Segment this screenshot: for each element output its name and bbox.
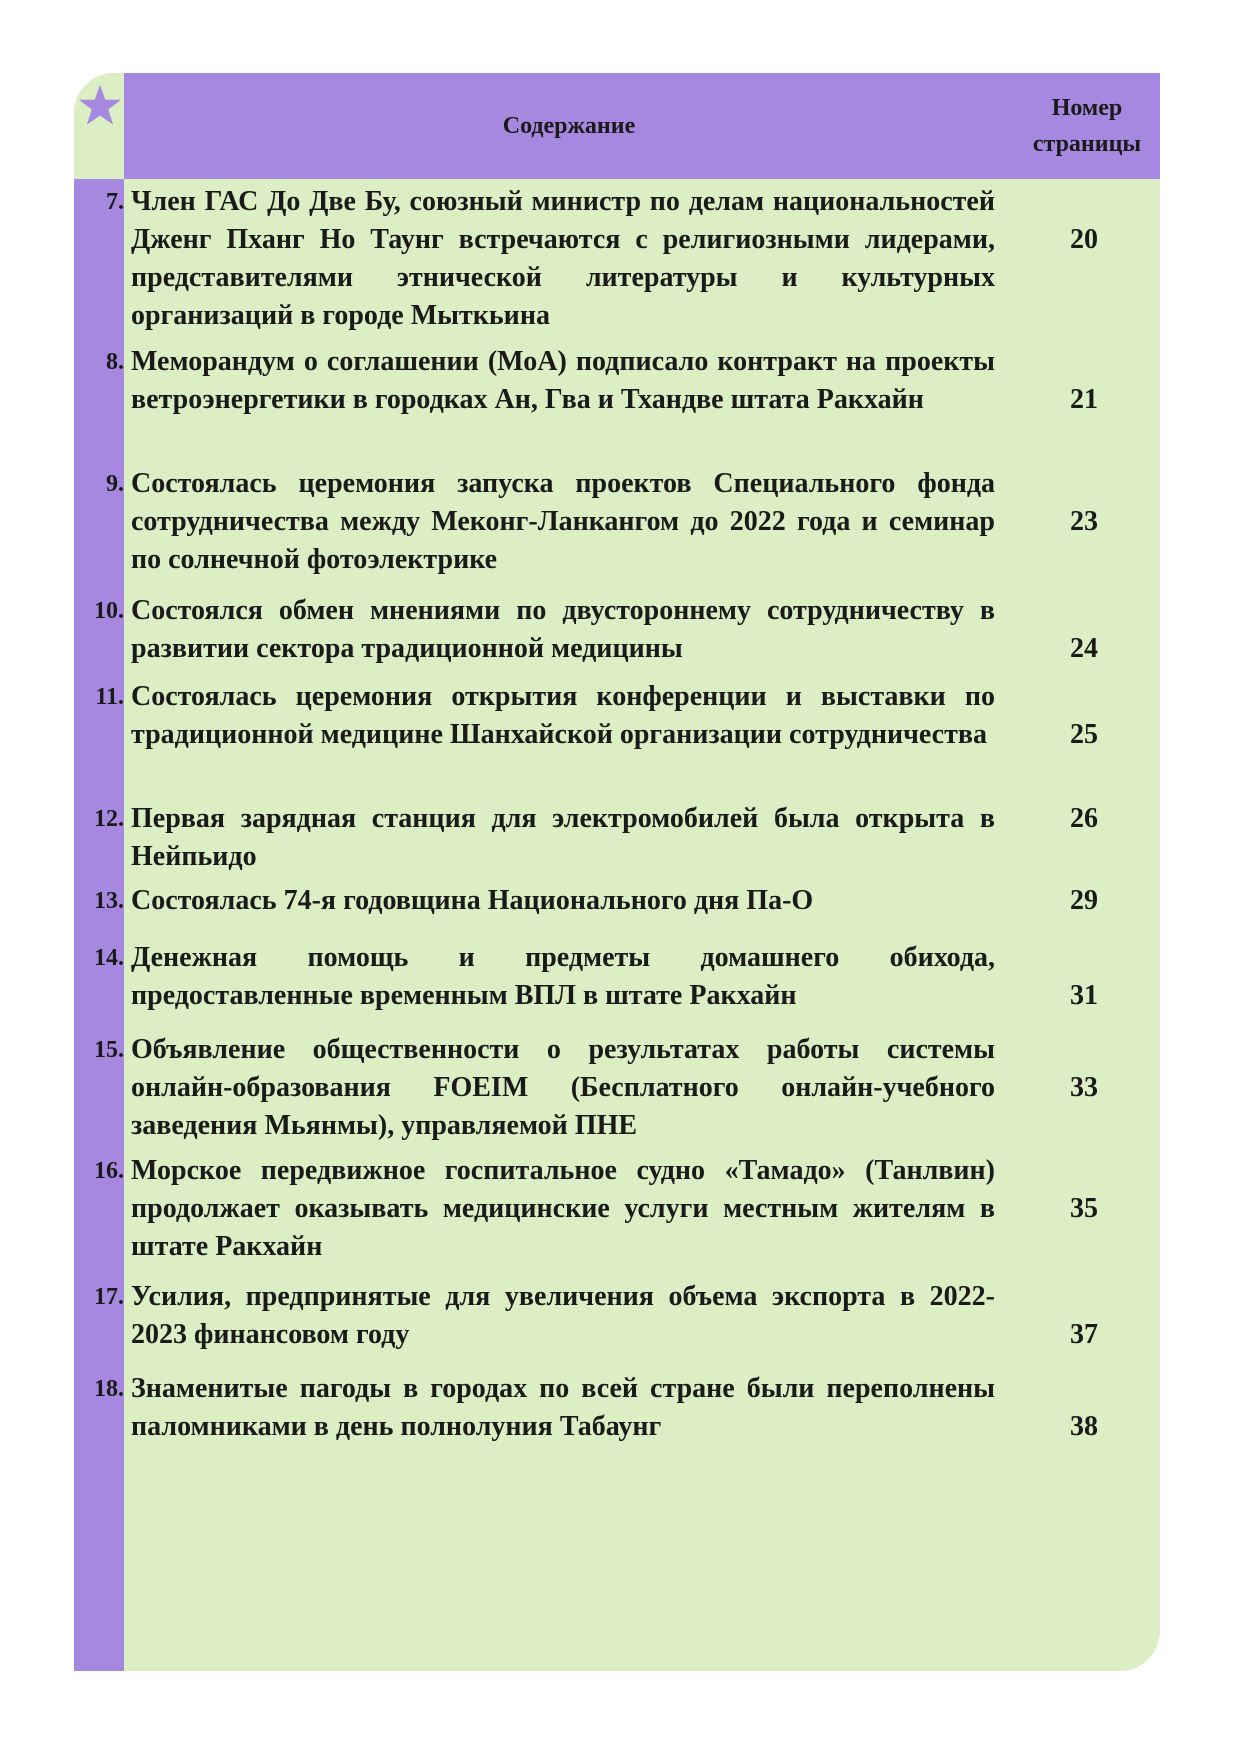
entry-title: Меморандум о соглашении (МоА) подписало контракт на проекты ветроэнергетики в городках Ан, Гва и Тхандве штата Ракхайн bbox=[131, 346, 995, 415]
entry-title: Усилия, предпринятые для увеличения объема экспорта в 2022-2023 финансовом году bbox=[131, 1281, 995, 1350]
entry-page: 26 bbox=[1070, 803, 1098, 834]
entry-title: Состоялся обмен мнениями по двустороннему сотрудничеству в развитии сектора традиционной медицины bbox=[131, 595, 995, 664]
contents-panel bbox=[74, 73, 1160, 1671]
entry-title: Состоялась 74-я годовщина Национального дня Па-О bbox=[131, 885, 814, 916]
contents-heading: Содержание bbox=[502, 112, 636, 139]
entry-number: 9. bbox=[106, 471, 124, 497]
entry-number: 11. bbox=[95, 684, 124, 710]
entry-page: 37 bbox=[1070, 1319, 1098, 1350]
entry-number: 8. bbox=[106, 349, 124, 375]
entry-page: 38 bbox=[1070, 1411, 1098, 1442]
entry-page: 25 bbox=[1070, 719, 1098, 750]
entry-page: 31 bbox=[1070, 980, 1098, 1011]
entry-number: 18. bbox=[94, 1376, 124, 1402]
entry-title: Первая зарядная станция для электромобилей была открыта в Нейпьидо bbox=[131, 803, 995, 872]
page-label-line1: Номер bbox=[1051, 95, 1123, 121]
entry-page: 33 bbox=[1070, 1072, 1098, 1103]
entry-title: Морское передвижное госпитальное судно «Тамадо» (Танлвин) продолжает оказывать медицинские услуги местным жителям в штате Ракхайн bbox=[131, 1155, 995, 1262]
entry-number: 16. bbox=[94, 1158, 124, 1184]
entry-page: 35 bbox=[1070, 1193, 1098, 1224]
toc-entries bbox=[74, 73, 1160, 1671]
entry-number: 14. bbox=[94, 945, 124, 971]
entry-number: 13. bbox=[94, 888, 124, 914]
entry-title: Член ГАС До Две Бу, союзный министр по делам национальностей Дженг Пханг Но Таунг встречаются с религиозными лидерами, представителями этнической литературы и культурных организаций в городе Мыткьина bbox=[131, 186, 995, 331]
entry-title: Состоялась церемония открытия конференции и выставки по традиционной медицине Шанхайской организации сотрудничества bbox=[131, 681, 995, 750]
entry-number: 15. bbox=[94, 1037, 124, 1063]
entry-title: Состоялась церемония запуска проектов Специального фонда сотрудничества между Меконг-Ланкангом до 2022 года и семинар по солнечной фотоэлектрике bbox=[131, 468, 995, 575]
entry-title: Знаменитые пагоды в городах по всей стране были переполнены паломниками в день полнолуния Табаунг bbox=[131, 1373, 995, 1442]
entry-title: Объявление общественности о результатах работы системы онлайн-образования FOEIM (Бесплатного онлайн-учебного заведения Мьянмы), управляемой ПНЕ bbox=[131, 1034, 995, 1141]
page-label-line2: страницы bbox=[1032, 131, 1142, 157]
entry-number: 10. bbox=[94, 598, 124, 624]
entry-page: 20 bbox=[1070, 224, 1098, 255]
entry-number: 12. bbox=[94, 806, 124, 832]
entry-page: 29 bbox=[1070, 885, 1098, 916]
entry-page: 24 bbox=[1070, 633, 1098, 664]
entry-page: 21 bbox=[1070, 384, 1098, 415]
entry-number: 7. bbox=[106, 189, 124, 215]
entry-title: Денежная помощь и предметы домашнего обихода, предоставленные временным ВПЛ в штате Ракхайн bbox=[131, 942, 995, 1011]
entry-page: 23 bbox=[1070, 506, 1098, 537]
entry-number: 17. bbox=[94, 1284, 124, 1310]
